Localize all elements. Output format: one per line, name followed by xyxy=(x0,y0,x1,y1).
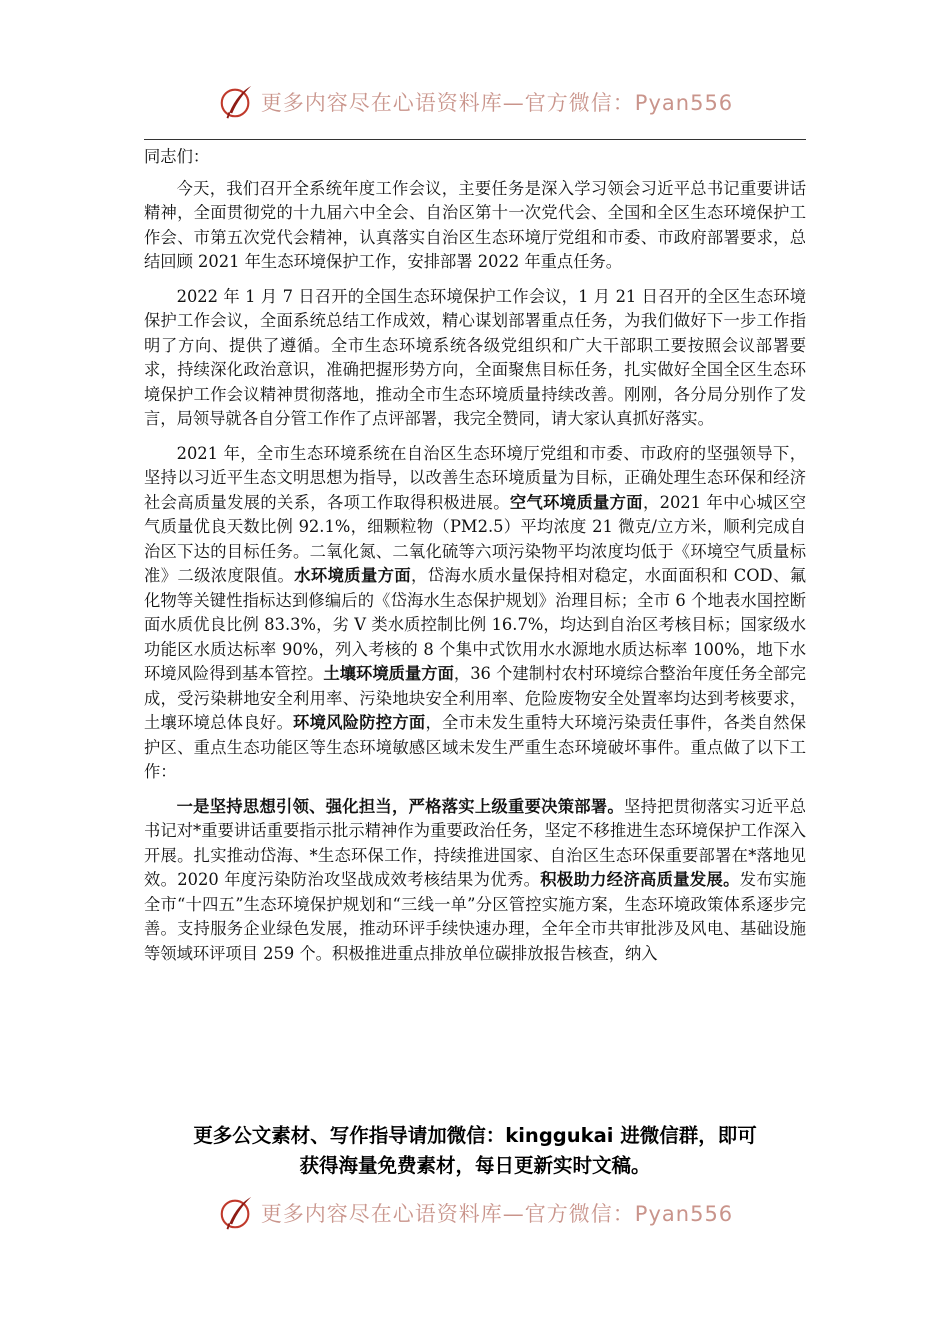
footer-banner-text: 更多内容尽在心语资料库—官方微信：Pyan556 xyxy=(260,1202,734,1226)
heading-air-quality: 空气环境质量方面 xyxy=(509,492,643,512)
p3-text-b: ，2021 年中心城区空气质量优良天数比例 92.1%，细颗粒物（PM2.5）平均浓度 21 微克/立方米，顺利完成自治区下达的目标任务。二氧化氮、二氧化硫等六项污染物平均浓度均低于《环境空气质量标准》二级浓度限值。 xyxy=(144,492,806,585)
p3-text-a: 2021 年，全市生态环境系统在自治区生态环境厅党组和市委、市政府的坚强领导下，坚持以习近平生态文明思想为指导，以改善生态环境质量为目标，正确处理生态环保和经济社会高质量发展的关系，各项工作取得积极进展。 xyxy=(144,443,806,512)
p3-text-c: ，岱海水质水量保持相对稳定，水面面积和 COD、氟化物等关键性指标达到修编后的《岱海水生态保护规划》治理目标；全市 6 个地表水国控断面水质优良比例 83.3%，劣 V 类水质控制比例 16.7%，均达到自治区考核目标；国家级水功能区水质达标率 90%，列入考核的 8 个集中式饮用水水源地水质达标率 100%，地下水环境风险得到基本管控。 xyxy=(144,566,806,683)
p3-text-e: ，全市未发生重特大环境污染责任事件，各类自然保护区、重点生态功能区等生态环境敏感区域未发生严重生态环境破坏事件。重点做了以下工作： xyxy=(144,713,806,781)
heading-water-quality: 水环境质量方面 xyxy=(294,566,412,585)
quill-pen-logo-icon xyxy=(217,83,255,121)
p3-text-d: ，36 个建制村农村环境综合整治年度任务全部完成，受污染耕地安全利用率、污染地块安全利用率、危险废物安全处置率均达到考核要求，土壤环境总体良好。 xyxy=(144,664,806,732)
heading-economic-development: 积极助力经济高质量发展。 xyxy=(540,870,740,889)
paragraph-3 xyxy=(144,442,806,785)
paragraph-1: 今天，我们召开全系统年度工作会议，主要任务是深入学习领会习近平总书记重要讲话精神，全面贯彻党的十九届六中全会、自治区第十一次党代会、全国和全区生态环境保护工作会、市第五次党代会精神，认真落实自治区生态环境厅党组和市委、市政府部署要求，总结回顾 2021 年生态环境保护工作，安排部署 2022 年重点任务。 xyxy=(144,178,806,271)
document-body xyxy=(144,145,806,976)
promo-notice xyxy=(140,1121,810,1181)
paragraph-4 xyxy=(144,795,806,967)
p4-text-b: 发布实施全市“十四五”生态环境保护规划和“三线一单”分区管控实施方案，生态环境政策体系逐步完善。支持服务企业绿色发展，推动环评手续快速办理，全年全市共审批涉及风电、基础设施等领域环评项目 259 个。积极推进重点排放单位碳排放报告核查，纳入 xyxy=(144,870,806,963)
p4-text-a: 坚持把贯彻落实习近平总书记对*重要讲话重要指示批示精神作为重要政治任务，坚定不移推进生态环境保护工作深入开展。扎实推动岱海、*生态环保工作，持续推进国家、自治区生态环保重要部署在*落地见效。2020 年度污染防治攻坚战成效考核结果为优秀。 xyxy=(144,796,806,889)
quill-pen-logo-icon xyxy=(217,1194,255,1232)
heading-risk-control: 环境风险防控方面 xyxy=(293,713,426,732)
heading-soil-quality: 土壤环境质量方面 xyxy=(323,664,454,683)
header-banner xyxy=(0,80,950,124)
heading-first-point: 一是坚持思想引领、强化担当，严格落实上级重要决策部署。 xyxy=(176,796,624,816)
greeting: 同志们： xyxy=(144,147,210,166)
footer-banner xyxy=(0,1191,950,1235)
promo-line-1: 更多公文素材、写作指导请加微信：kinggukai 进微信群，即可 xyxy=(193,1124,757,1147)
promo-line-2: 获得海量免费素材，每日更新实时文稿。 xyxy=(299,1154,651,1177)
header-divider xyxy=(144,139,806,140)
paragraph-2: 2022 年 1 月 7 日召开的全国生态环境保护工作会议，1 月 21 日召开的全区生态环境保护工作会议，全面系统总结工作成效，精心谋划部署重点任务，为我们做好下一步工作指明了方向、提供了遵循。全市生态环境系统各级党组织和广大干部职工要按照会议部署要求，持续深化政治意识，准确把握形势方向，全面聚焦目标任务，扎实做好全国全区生态环境保护工作会议精神贯彻落地，推动全市生态环境质量持续改善。刚刚，各分局分别作了发言，局领导就各自分管工作作了点评部署，我完全赞同，请大家认真抓好落实。 xyxy=(144,286,806,428)
header-banner-text: 更多内容尽在心语资料库—官方微信：Pyan556 xyxy=(260,91,734,115)
